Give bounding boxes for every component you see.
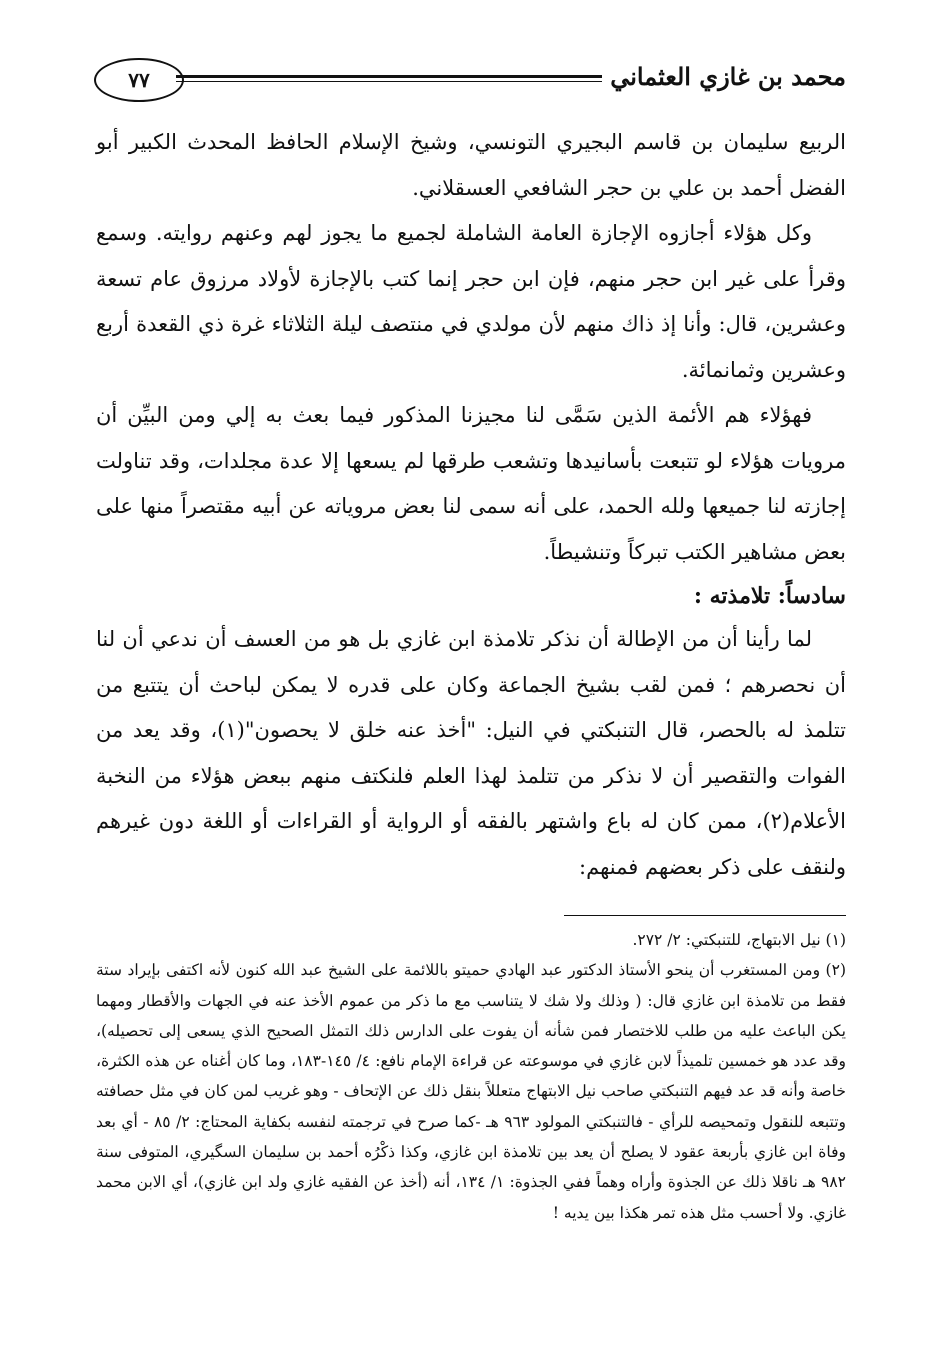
page-number: ٧٧ <box>94 58 184 102</box>
footnote: (١) نيل الابتهاج، للتنبكتي: ٢/ ٢٧٢. <box>632 931 846 949</box>
main-text <box>96 120 846 890</box>
header-rule <box>176 75 602 78</box>
running-header <box>94 58 846 106</box>
paragraph: فهؤلاء هم الأئمة الذين سَمَّى لنا مجيزنا المذكور فيما بعث به إلي ومن البيِّن أن مرويات هؤلاء لو تتبعت بأسانيدها وتشعب طرقها لم يسعها إلا عدة مجلدات، وقد تناولت إجازته لنا جميعها ولله الحمد، على أنه سمى لنا بعض مروياته عن أبيه مقتصراً منها على بعض مشاهير الكتب تبركاً وتنشيطاً. <box>96 403 846 564</box>
footnotes <box>96 925 846 1228</box>
section-heading: سادساً: تلامذته : <box>693 583 846 609</box>
footnote-separator <box>564 915 846 916</box>
footnote: (٢) ومن المستغرب أن ينحو الأستاذ الدكتور عبد الهادي حميتو باللائمة على الشيخ عبد الله كنون لأنه اكتفى بإيراد ستة فقط من تلامذة ابن غازي قال: ( وذلك ولا شك لا يتناسب مع ما ذكر من عموم الأخذ عنه في الجهات والأقطار ومهما يكن الباعث عليه من طلب للاختصار فمن شأنه أن يفوت على الدارس ذلك التمثل الصحيح الذي يسعى إلى تحصيله)، وقد عدد هو خمسين تلميذاً لابن غازي في موسوعته عن قراءة الإمام نافع: ٤/ ١٤٥-١٨٣، وما كان أغناه عن هذه الكثرة، خاصة وأنه قد عد فيهم التنبكتي صاحب نيل الابتهاج متعللاً بنقل ذلك عن الإتحاف - وهو غريب لمن كان في مثل حصافته وتتبعه للنقول وتمحيصه للرأي - فالتنبكتي المولود ٩٦٣ هـ -كما صرح في ترجمته لنفسه بكفاية المحتاج: ٢/ ٨٥ - أي بعد وفاة ابن غازي بأربعة عقود لا يصلح أن يعد بين تلامذة ابن غازي، وكذا ذكْرُه أحمد بن سليمان السگيري، المتوفى سنة ٩٨٢ هـ ناقلا ذلك عن الجذوة وأراه وهماً ففي الجذوة: ١/ ١٣٤، أنه (أخذ عن الفقيه غازي ولد ابن غازي)، أي الابن محمد غازي. ولا أحسب مثل هذه تمر هكذا بين يديه ! <box>96 961 847 1222</box>
paragraph: وكل هؤلاء أجازوه الإجازة العامة الشاملة لجميع ما يجوز لهم وعنهم روايته. وسمع وقرأ على غير ابن حجر منهم، فإن ابن حجر إنما كتب بالإجازة لأولاد مرزوق عام تسعة وعشرين، قال: وأنا إذ ذاك منهم لأن مولدي في منتصف ليلة الثلاثاء غرة ذي القعدة أربع وعشرين وثمانمائة. <box>96 221 846 382</box>
paragraph: الربيع سليمان بن قاسم البجيري التونسي، وشيخ الإسلام الحافظ المحدث الكبير أبو الفضل أحمد بن علي بن حجر الشافعي العسقلاني. <box>96 130 846 200</box>
paragraph: لما رأينا أن من الإطالة أن نذكر تلامذة ابن غازي بل هو من العسف أن ندعي أن لنا أن نحصرهم ؛ فمن لقب بشيخ الجماعة وكان على قدره لا يمكن لباحث أن يتتبع من تتلمذ له بالحصر، قال التنبكتي في النيل: "أخذ عنه خلق لا يحصون"(١)، وقد يعد من الفوات والتقصير أن لا نذكر من تتلمذ لهذا العلم فلنكتف منهم ببعض هؤلاء من النخبة الأعلام(٢)، ممن كان له باع واشتهر بالفقه أو الرواية أو القراءات أو اللغة دون غيرهم ولنقف على ذكر بعضهم فمنهم: <box>96 627 846 879</box>
header-title: محمد بن غازي العثماني <box>610 62 846 91</box>
header-rule-thin <box>176 81 602 82</box>
